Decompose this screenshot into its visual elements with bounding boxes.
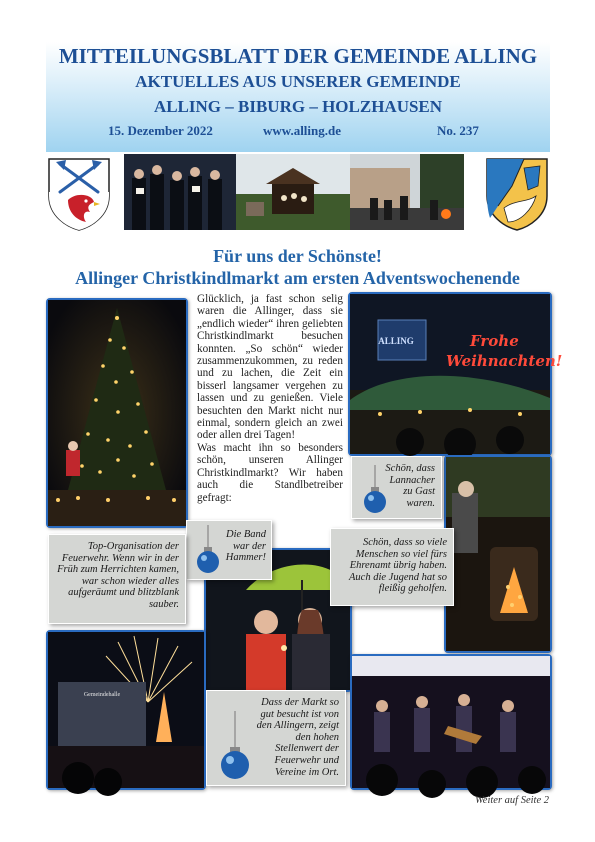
photo-frohe-weihnachten-stand: [348, 292, 563, 456]
quote-ehrenamt: Schön, dass so viele Menschen so viel fürs Ehrenamt übrig haben. Auch die Jugend hat so fleißig geholfen.: [330, 528, 454, 606]
article-headline: Für uns der Schönste!: [213, 246, 382, 266]
issue-date: 15. Dezember 2022: [108, 123, 213, 138]
banner-text-frohe: Frohe: [470, 332, 519, 350]
masthead: [46, 42, 550, 152]
photo-lantern-stand: [444, 455, 552, 653]
banner-text-weihnachten: Weihnachten!: [446, 352, 563, 370]
quote-feuerwehr: Top-Organisation der Feuerwehr. Wenn wir in der Früh zum Herrichten kamen, war schon wieder alles aufgeräumt und blitzblank sauber.: [48, 534, 186, 624]
hall-sign-text: Gemeindehalle: [83, 692, 121, 698]
article-subheadline: Allinger Christkindlmarkt am ersten Adventswochenende: [75, 268, 520, 288]
photo-band-stage: [350, 654, 552, 790]
issue-number: No. 237: [437, 123, 479, 138]
quote-lannacher: Schön, dass Lannacher zu Gast waren.: [351, 456, 442, 519]
website-link[interactable]: www.alling.de: [263, 123, 342, 138]
photo-christmas-tree: [46, 298, 188, 528]
quote-vereine: Dass der Markt so gut besucht ist von den Allingern, zeigt den hohen Stellenwert der Feuerwehr und Vereine im Ort.: [206, 690, 346, 786]
place-names: ALLING – BIBURG – HOLZHAUSEN: [153, 97, 443, 116]
svg-text:ALLING: ALLING: [378, 336, 414, 346]
article-paragraph-1: Glücklich, ja fast schon selig waren die Allinger, dass sie „endlich wieder“ ihren geliebten Christkindlmarkt besuchen konnten. „So schön“ wieder zusammenzukommen, zu reden und zu lachen, die Zeit ein bisserl langsamer vergehen zu lassen und zu genießen. Viele besuchten den Markt nicht nur einmal, sondern gleich an zwei oder allen drei Tagen!: [197, 293, 343, 442]
article-paragraph-2: Was macht ihn so besonders schön, unseren Allinger Christkindlmarkt? Wir haben auch die Standlbetreiber gefragt:: [197, 441, 343, 504]
article-body: [197, 293, 343, 504]
photo-market-street: [350, 154, 464, 230]
newsletter-title: MITTEILUNGSBLATT DER GEMEINDE ALLING: [58, 44, 538, 68]
christmas-bauble-icon: [217, 711, 253, 781]
quote-band: Die Band war der Hammer!: [186, 520, 272, 580]
header-photo-strip: [124, 154, 464, 230]
newsletter-subtitle: AKTUELLES AUS UNSERER GEMEINDE: [135, 72, 461, 91]
photo-nativity-scene: [236, 154, 350, 230]
continued-on-page: Weiter auf Seite 2: [475, 795, 549, 806]
photo-fireworks: [46, 630, 206, 790]
coat-of-arms-alling-icon: [46, 156, 112, 232]
coat-of-arms-biburg-icon: [484, 156, 550, 232]
photo-choir: [124, 154, 236, 230]
